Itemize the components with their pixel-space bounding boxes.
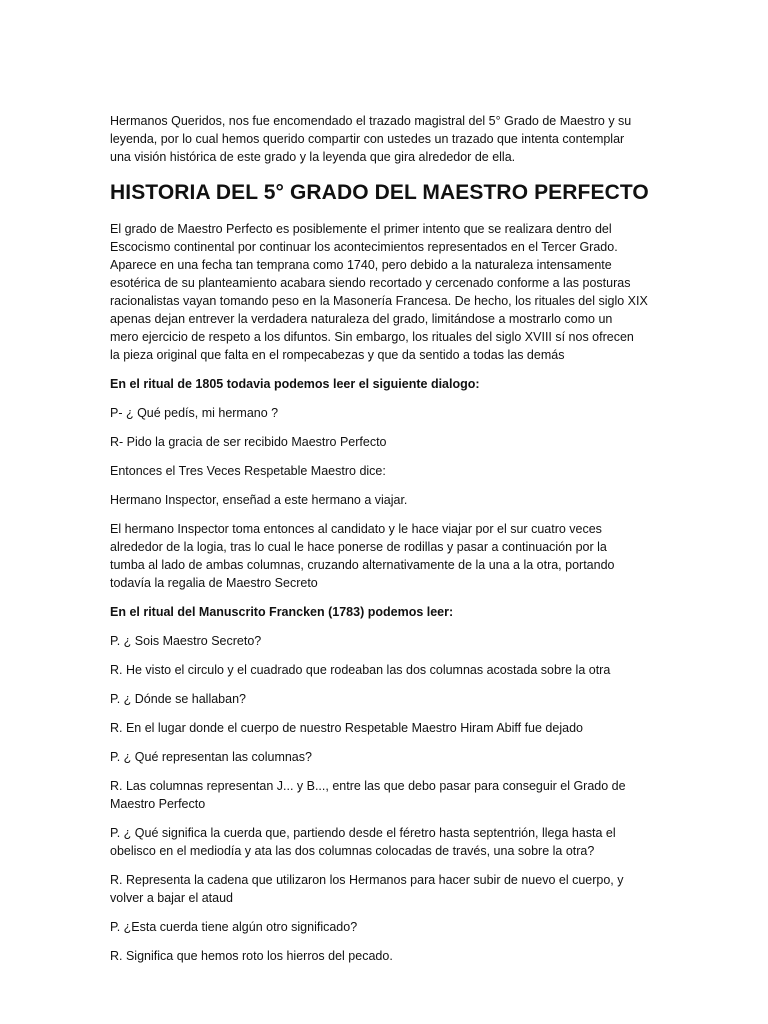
body-paragraph: P. ¿ Qué significa la cuerda que, partiendo desde el féretro hasta septentrión, llega hasta el obelisco en el mediodía y ata las dos columnas colocadas de través, una sobre la otra? bbox=[110, 826, 616, 858]
body-paragraph: Hermano Inspector, enseñad a este hermano a viajar. bbox=[110, 493, 408, 507]
body-paragraph: R. He visto el circulo y el cuadrado que rodeaban las dos columnas acostada sobre la otra bbox=[110, 663, 611, 677]
body-paragraph: R- Pido la gracia de ser recibido Maestro Perfecto bbox=[110, 435, 387, 449]
document-title: HISTORIA DEL 5° GRADO DEL MAESTRO PERFECTO bbox=[110, 181, 649, 204]
body-paragraph: R. Representa la cadena que utilizaron los Hermanos para hacer subir de nuevo el cuerpo, y volver a bajar el ataud bbox=[110, 873, 624, 905]
document-page bbox=[110, 112, 665, 976]
body-paragraph: P. ¿Esta cuerda tiene algún otro significado? bbox=[110, 920, 358, 934]
intro-paragraph: Hermanos Queridos, nos fue encomendado el trazado magistral del 5° Grado de Maestro y su leyenda, por lo cual hemos querido compartir con ustedes un trazado que intenta contemplar una visión histórica de este grado y la leyenda que gira alrededor de ella. bbox=[110, 114, 632, 164]
body-paragraph: P. ¿ Qué representan las columnas? bbox=[110, 750, 312, 764]
body-paragraph: El hermano Inspector toma entonces al candidato y le hace viajar por el sur cuatro veces alrededor de la logia, tras lo cual le hace ponerse de rodillas y pasar a continuación por la tumba al lado de ambas columnas, cruzando alternativamente de la una a la otra, portando todavía la regalia de Maestro Secreto bbox=[110, 522, 615, 590]
document-body bbox=[110, 220, 665, 965]
body-paragraph: R. Significa que hemos roto los hierros del pecado. bbox=[110, 949, 393, 963]
body-paragraph: P. ¿ Dónde se hallaban? bbox=[110, 692, 246, 706]
body-paragraph: P. ¿ Sois Maestro Secreto? bbox=[110, 634, 262, 648]
body-paragraph: R. Las columnas representan J... y B..., entre las que debo pasar para conseguir el Grado de Maestro Perfecto bbox=[110, 779, 626, 811]
body-paragraph: En el ritual del Manuscrito Francken (1783) podemos leer: bbox=[110, 605, 454, 619]
body-paragraph: En el ritual de 1805 todavia podemos leer el siguiente dialogo: bbox=[110, 377, 480, 391]
body-paragraph: R. En el lugar donde el cuerpo de nuestro Respetable Maestro Hiram Abiff fue dejado bbox=[110, 721, 583, 735]
body-paragraph: El grado de Maestro Perfecto es posiblemente el primer intento que se realizara dentro del Escocismo continental por continuar los acontecimientos representados en el Tercer Grado. Aparece en una fecha tan temprana como 1740, pero debido a la naturaleza intensamente esotérica de su planteamiento acabara siendo recortado y cercenado conforme a las posturas racionalistas vayan tomando peso en la Masonería Francesa. De hecho, los rituales del siglo XIX apenas dejan entrever la verdadera naturaleza del grado, limitándose a mostrarlo como un mero ejercicio de respeto a los difuntos. Sin embargo, los rituales del siglo XVIII sí nos ofrecen la pieza original que falta en el rompecabezas y que da sentido a todas las demás bbox=[110, 222, 648, 362]
body-paragraph: Entonces el Tres Veces Respetable Maestro dice: bbox=[110, 464, 386, 478]
body-paragraph: P- ¿ Qué pedís, mi hermano ? bbox=[110, 406, 279, 420]
